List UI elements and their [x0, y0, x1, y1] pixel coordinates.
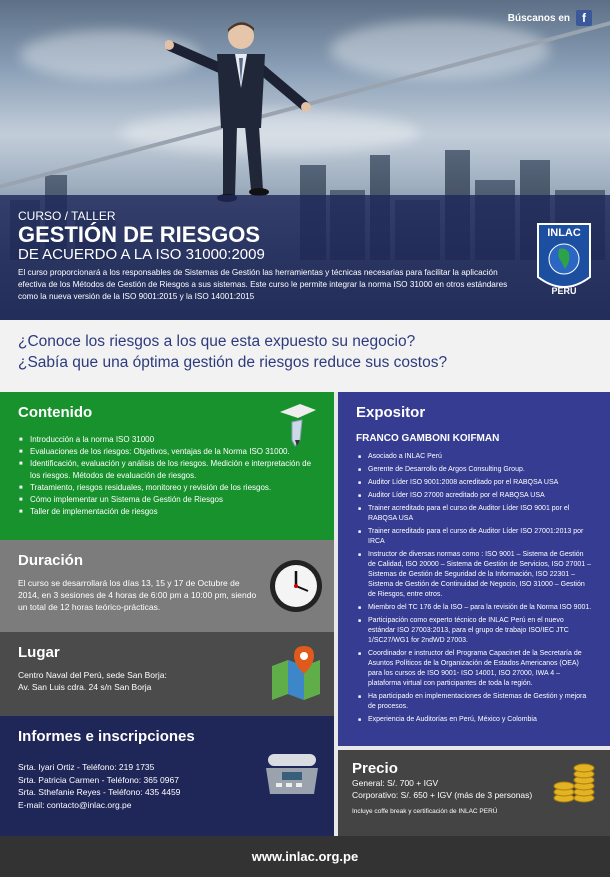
course-title: GESTIÓN DE RIESGOS: [18, 222, 261, 247]
question-2: ¿Sabía que una óptima gestión de riesgos reduce sus costos?: [18, 354, 448, 371]
informes-title: Informes e inscripciones: [18, 728, 195, 745]
list-item: ■ Identificación, evaluación y análisis de los riesgos. Medición e interpretación de los riesgos. Métodos de evaluación de riesgos.: [30, 458, 316, 482]
contact-item: Srta. Patricia Carmen - Teléfono: 365 0967: [18, 774, 179, 785]
list-item: ■ Instructor de diversas normas como : ISO 9001 – Sistema de Gestión de Calidad, ISO 20000 – Sistema de Gestión de Servicios, ISO 27001 – Sistemas de Gestión de Seguridad de la Información, ISO 22301 – Sistema de Gestión de Continuidad de Negocio, ISO 31000 – Gestión de Riesgos, entre otros.: [368, 550, 592, 600]
expositor-name: FRANCO GAMBONI KOIFMAN: [356, 433, 500, 444]
contact-email[interactable]: E-mail: contacto@inlac.org.pe: [18, 799, 132, 810]
list-item: ■ Evaluaciones de los riesgos: Objetivos, ventajas de la Norma ISO 31000.: [30, 446, 316, 458]
coins-icon: [550, 754, 600, 804]
map-pin-icon: [268, 644, 324, 700]
list-item: ■ Introducción a la norma ISO 31000: [30, 434, 316, 446]
questions-section: [0, 320, 610, 392]
list-item: ■ Experiencia de Auditorías en Perú, México y Colombia: [368, 715, 592, 725]
informes-section: [0, 716, 334, 836]
graduation-pen-icon: [278, 400, 318, 448]
lugar-line-2: Av. San Luis cdra. 24 s/n San Borja: [18, 682, 152, 692]
clock-icon: [268, 558, 324, 614]
lugar-line-1: Centro Naval del Perú, sede San Borja:: [18, 670, 167, 680]
duracion-text: El curso se desarrollará los días 13, 15 y 17 de Octubre de 2014, en 3 sesiones de 4 horas de 6:00 pm a 10:00 pm, siendo un total de 12 horas teórico-prácticas.: [18, 578, 257, 612]
footer-website-link[interactable]: www.inlac.org.pe: [0, 836, 610, 877]
expositor-list: [356, 452, 592, 725]
list-item: ■ Coordinador e instructor del Programa Capacinet de la Secretaría de Asuntos Políticos de la Organización de Estados Americanos (OEA) para los cursos de ISO 9001- ISO 14001, ISO 27000, IWA 4 – plataforma virtual con participantes de toda la región.: [368, 649, 592, 689]
facebook-icon[interactable]: f: [576, 10, 592, 26]
list-item: ■ Auditor Líder ISO 9001:2008 acreditado por el RABQSA USA: [368, 478, 592, 488]
precio-general: General: S/. 700 + IGV: [352, 778, 439, 788]
list-item: ■ Taller de implementación de riesgos: [30, 506, 316, 518]
list-item: ■ Ha participado en implementaciones de Sistemas de Gestión y mejora de procesos.: [368, 692, 592, 712]
hero-banner: [0, 0, 610, 320]
list-item: ■ Tratamiento, riesgos residuales, monitoreo y revisión de los riesgos.: [30, 482, 316, 494]
question-1: ¿Conoce los riesgos a los que esta expuesto su negocio?: [18, 333, 416, 350]
contact-item: Srta. Sthefanie Reyes - Teléfono: 435 4459: [18, 787, 181, 797]
contenido-section: [0, 392, 334, 540]
list-item: ■ Cómo implementar un Sistema de Gestión de Riesgos: [30, 494, 316, 506]
course-subtitle: DE ACUERDO A LA ISO 31000:2009: [18, 246, 265, 263]
logo-text-bottom: PERÚ: [551, 286, 577, 296]
precio-corporativo: Corporativo: S/. 650 + IGV (más de 3 personas): [352, 790, 533, 800]
course-description: El curso proporcionará a los responsables de Sistemas de Gestión las herramientas y técnicas necesarias para facilitar la aplicación efectiva de los Métodos de Gestión de Riesgos a sus sistemas. Este curso le permite integrar la norma ISO 31000 en otros estándares como la nueva versión de la ISO 9001:2015 y la ISO 14001:2015: [18, 268, 508, 301]
contenido-list: [18, 434, 316, 518]
list-item: ■ Miembro del TC 176 de la ISO – para la revisión de la Norma ISO 9001.: [368, 603, 592, 613]
precio-section: [338, 750, 610, 836]
lugar-title: Lugar: [18, 644, 60, 661]
social-label: Búscanos en: [507, 12, 570, 24]
contenido-title: Contenido: [18, 404, 93, 421]
list-item: ■ Auditor Líder ISO 27000 acreditado por el RABQSA USA: [368, 491, 592, 501]
contact-item: Srta. Iyari Ortiz - Teléfono: 219 1735: [18, 762, 155, 772]
precio-title: Precio: [352, 760, 398, 777]
list-item: ■ Gerente de Desarrollo de Argos Consulting Group.: [368, 465, 592, 475]
list-item: ■ Trainer acreditado para el curso de Auditor Líder ISO 9001 por el RABQSA USA: [368, 504, 592, 524]
social-links: [508, 10, 592, 26]
duracion-title: Duración: [18, 552, 84, 569]
list-item: ■ Participación como experto técnico de INLAC Perú en el nuevo estándar ISO 27003:2013, para el grupo de trabajo ISO/IEC JTC 1/SC27/WG1 for 2ndWD 27003.: [368, 616, 592, 646]
duracion-section: [0, 540, 334, 632]
list-item: ■ Asociado a INLAC Perú: [368, 452, 592, 462]
telephone-icon: [262, 750, 322, 796]
course-header-band: [0, 195, 610, 320]
businessman-balancing-image: [165, 18, 315, 203]
lugar-section: [0, 632, 334, 716]
course-type: CURSO / TALLER: [18, 209, 116, 223]
precio-note: Incluye coffe break y certificación de INLAC PERÚ: [352, 808, 498, 815]
logo-text-top: INLAC: [547, 227, 581, 239]
inlac-logo: [535, 221, 593, 301]
list-item: ■ Trainer acreditado para el curso de Auditor Líder ISO 27001:2013 por IRCA: [368, 527, 592, 547]
expositor-title: Expositor: [356, 404, 426, 421]
expositor-section: [338, 392, 610, 746]
